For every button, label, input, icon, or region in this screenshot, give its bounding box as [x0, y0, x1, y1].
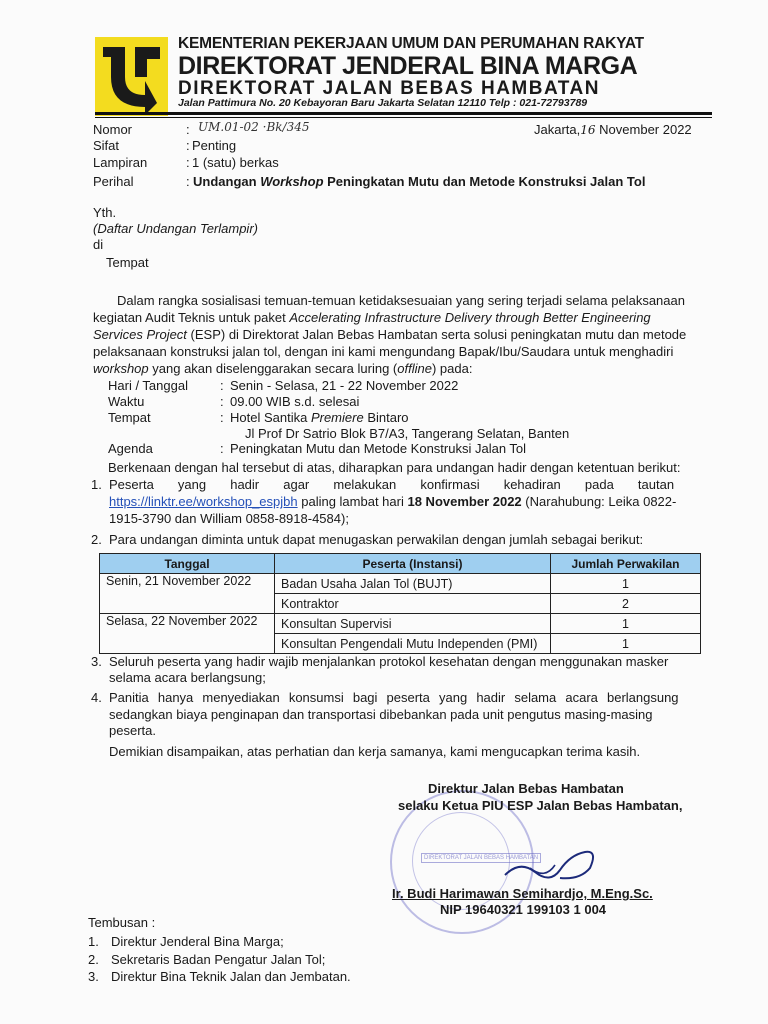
event-place-c: Bintaro	[367, 410, 409, 425]
event-time-value: 09.00 WIB s.d. selesai	[230, 394, 360, 409]
table-cell-jumlah: 1	[551, 634, 701, 654]
perihal-label: Perihal	[93, 174, 134, 189]
perihal-value	[193, 174, 645, 189]
item-4-line-3: peserta.	[109, 723, 156, 738]
item-3-line-2: selama acara berlangsung;	[109, 670, 266, 685]
intro-line-2a: kegiatan Audit Teknis untuk paket	[93, 310, 286, 325]
perihal-text-2: Peningkatan Mutu dan Metode Konstruksi Jalan Tol	[327, 174, 646, 189]
intro-line-3	[93, 327, 686, 342]
event-date-colon: :	[220, 378, 224, 393]
table-cell-peserta: Kontraktor	[275, 594, 551, 614]
item-1-line-2	[109, 494, 676, 509]
table-header-jumlah: Jumlah Perwakilan	[551, 554, 701, 574]
event-place-a: Hotel Santika	[230, 410, 308, 425]
event-place-colon: :	[220, 410, 224, 425]
item-1-deadline-date: 18 November 2022	[407, 494, 522, 509]
table-cell-jumlah: 1	[551, 614, 701, 634]
date-city: Jakarta,	[534, 122, 581, 137]
table-header-peserta: Peserta (Instansi)	[275, 554, 551, 574]
nomor-value: UM.01-02 ·Bk/345	[198, 120, 310, 134]
event-place-b: Premiere	[310, 410, 364, 425]
cc-item-3-number: 3.	[88, 969, 99, 984]
event-time-colon: :	[220, 394, 224, 409]
event-agenda-label: Agenda	[108, 441, 153, 456]
item-1-line-1: Peserta yang hadir agar melakukan konfirmasi kehadiran pada tautan	[109, 477, 675, 492]
item-3-line-1: Seluruh peserta yang hadir wajib menjalankan protokol kesehatan dengan menggunakan masker	[109, 654, 669, 669]
event-time-label: Waktu	[108, 394, 145, 409]
lampiran-label: Lampiran	[93, 155, 148, 170]
intro-line-5	[93, 361, 472, 376]
intro-line-3b: (ESP) di Direktorat Jalan Bebas Hambatan serta solusi peningkatan mutu dan metode	[190, 327, 687, 342]
event-date-value: Senin - Selasa, 21 - 22 November 2022	[230, 378, 459, 393]
letterhead-rule-thin	[95, 117, 712, 118]
table-cell-peserta: Konsultan Pengendali Mutu Independen (PMI)	[275, 634, 551, 654]
sifat-colon: :	[186, 138, 190, 153]
cc-item-2-number: 2.	[88, 952, 99, 967]
intro-line-5b: yang akan diselenggarakan secara luring (	[152, 361, 398, 376]
cc-item-1: Direktur Jenderal Bina Marga;	[111, 934, 284, 949]
intro-line-2	[93, 310, 651, 325]
item-1-contact: (Narahubung: Leika 0822-	[525, 494, 677, 509]
intro-line-1: Dalam rangka sosialisasi temuan-temuan ketidaksesuaian yang sering terjadi selama pelaksanaan	[117, 293, 685, 308]
table-header-tanggal: Tanggal	[100, 554, 275, 574]
intro-line-2b: Accelerating Infrastructure Delivery through Better Engineering	[289, 310, 651, 325]
event-place-value	[230, 410, 409, 425]
item-1-number: 1.	[91, 477, 102, 492]
table-row	[100, 614, 701, 634]
cc-title: Tembusan :	[88, 915, 156, 930]
item-3-number: 3.	[91, 654, 102, 669]
delegation-table	[99, 553, 701, 654]
date-month-year: November 2022	[599, 122, 692, 137]
lampiran-colon: :	[186, 155, 190, 170]
cc-item-2: Sekretaris Badan Pengatur Jalan Tol;	[111, 952, 326, 967]
handwritten-signature-icon	[500, 840, 610, 890]
intro-line-5a: workshop	[93, 361, 149, 376]
table-header-row	[100, 554, 701, 574]
ministry-logo	[95, 37, 168, 116]
event-date-label: Hari / Tanggal	[108, 378, 188, 393]
perihal-text-1: Undangan	[193, 174, 257, 189]
perihal-text-italic: Workshop	[260, 174, 324, 189]
signatory-title-1: Direktur Jalan Bebas Hambatan	[428, 781, 624, 796]
item-4-line-1: Panitia hanya menyediakan konsumsi bagi peserta yang hadir selama acara berlangsung	[109, 690, 679, 705]
cc-item-3: Direktur Bina Teknik Jalan dan Jembatan.	[111, 969, 351, 984]
perihal-colon: :	[186, 174, 190, 189]
sifat-label: Sifat	[93, 138, 120, 153]
letterhead-address: Jalan Pattimura No. 20 Kebayoran Baru Jakarta Selatan 12110 Telp : 021-72793789	[178, 97, 588, 109]
table-cell-jumlah: 1	[551, 574, 701, 594]
lampiran-value: 1 (satu) berkas	[192, 155, 279, 170]
item-2-number: 2.	[91, 532, 102, 547]
directorate-general-name: DIREKTORAT JENDERAL BINA MARGA	[178, 52, 638, 80]
table-cell-jumlah: 2	[551, 594, 701, 614]
addressee-yth: Yth.	[93, 205, 117, 220]
item-1-deadline-text: paling lambat hari	[301, 494, 404, 509]
closing-sentence: Demikian disampaikan, atas perhatian dan kerja samanya, kami mengucapkan terima kasih.	[109, 744, 641, 759]
logo-emblem-icon	[95, 37, 168, 116]
signatory-title-2: selaku Ketua PIU ESP Jalan Bebas Hambatan,	[398, 798, 683, 813]
intro-line-5d: ) pada:	[431, 361, 473, 376]
event-agenda-value: Peningkatan Mutu dan Metode Konstruksi Jalan Tol	[230, 441, 527, 456]
intro-line-5c: offline	[397, 361, 432, 376]
intro-line-4: pelaksanaan konstruksi jalan tol, dengan ini kami mengundang Bapak/Ibu/Saudara untuk menghadiri	[93, 344, 674, 359]
letter-date	[534, 122, 692, 137]
nomor-colon: :	[186, 122, 190, 137]
ministry-name: KEMENTERIAN PEKERJAAN UMUM DAN PERUMAHAN RAKYAT	[178, 35, 644, 52]
signatory-name: Ir. Budi Harimawan Semihardjo, M.Eng.Sc.	[392, 886, 653, 901]
addressee-list: (Daftar Undangan Terlampir)	[93, 221, 258, 236]
table-cell-tanggal: Senin, 21 November 2022	[100, 574, 275, 614]
table-row	[100, 574, 701, 594]
signatory-nip: NIP 19640321 199103 1 004	[440, 902, 607, 917]
item-4-line-2: sedangkan biaya penginapan dan transportasi dibebankan pada unit pengutus masing-masing	[109, 707, 653, 722]
nomor-label: Nomor	[93, 122, 133, 137]
stamp-label: DIREKTORAT JALAN BEBAS HAMBATAN	[421, 853, 541, 863]
conditions-lead: Berkenaan dengan hal tersebut di atas, diharapkan para undangan hadir dengan ketentuan berikut:	[108, 460, 681, 475]
event-place-label: Tempat	[108, 410, 151, 425]
table-cell-tanggal: Selasa, 22 November 2022	[100, 614, 275, 654]
event-agenda-colon: :	[220, 441, 224, 456]
item-4-number: 4.	[91, 690, 102, 705]
directorate-name: DIREKTORAT JALAN BEBAS HAMBATAN	[178, 78, 600, 99]
item-2-text: Para undangan diminta untuk dapat menugaskan perwakilan dengan jumlah sebagai berikut:	[109, 532, 644, 547]
table-cell-peserta: Konsultan Supervisi	[275, 614, 551, 634]
cc-item-1-number: 1.	[88, 934, 99, 949]
addressee-di: di	[93, 237, 104, 252]
letterhead-rule	[95, 112, 712, 115]
date-day: 16	[580, 123, 596, 137]
sifat-value: Penting	[192, 138, 237, 153]
intro-line-3a: Services Project	[93, 327, 187, 342]
table-cell-peserta: Badan Usaha Jalan Tol (BUJT)	[275, 574, 551, 594]
item-1-line-3: 1915-3790 dan William 0858-8918-4584);	[109, 511, 349, 526]
addressee-tempat: Tempat	[106, 255, 149, 270]
confirmation-link[interactable]: https://linktr.ee/workshop_espjbh	[109, 494, 298, 509]
event-place-address: Jl Prof Dr Satrio Blok B7/A3, Tangerang Selatan, Banten	[245, 426, 570, 441]
